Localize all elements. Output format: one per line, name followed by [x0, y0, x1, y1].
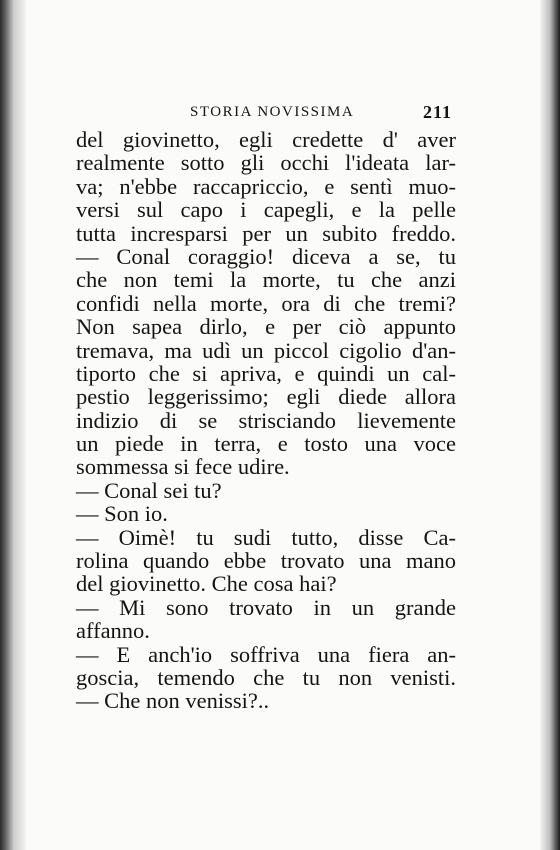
text-line: Non sapea dirlo, e per ciò appunto: [76, 314, 456, 340]
text-line: goscia, temendo che tu non venisti.: [76, 664, 456, 690]
running-title: STORIA NOVISSIMA: [190, 104, 355, 120]
text-line: pestio leggerissimo; egli diede allora: [76, 384, 456, 410]
text-line: del giovinetto. Che cosa hai?: [76, 571, 337, 597]
text-line: confidi nella morte, ora di che tremi?: [76, 290, 456, 316]
text-line: che non temi la morte, tu che anzi: [76, 267, 456, 293]
text-line: va; n'ebbe raccapriccio, e sentì muo-: [76, 173, 456, 199]
text-line: affanno.: [76, 618, 150, 644]
text-line: — E anch'io soffriva una fiera an-: [76, 641, 456, 667]
text-line: indizio di se strisciando lievemente: [76, 407, 456, 433]
page-header: [80, 104, 452, 128]
text-line: — Conal coraggio! diceva a se, tu: [76, 243, 456, 269]
text-line: un piede in terra, e tosto una voce: [76, 431, 456, 457]
text-line: del giovinetto, egli credette d' aver: [76, 127, 456, 152]
text-line: — Conal sei tu?: [76, 477, 222, 503]
text-line: — Son io.: [76, 501, 168, 527]
text-line: tiporto che si apriva, e quindi un cal-: [76, 360, 456, 386]
text-line: — Che non venissi?..: [76, 688, 270, 714]
text-line: tremava, ma udì un piccol cigolio d'an-: [76, 337, 456, 363]
text-line: versi sul capo i capegli, e la pelle: [76, 197, 456, 223]
text-line: — Mi sono trovato in un grande: [76, 594, 456, 620]
page-number: 211: [422, 102, 452, 122]
text-line: realmente sotto gli occhi l'ideata lar-: [76, 150, 456, 176]
text-line: — Oimè! tu sudi tutto, disse Ca-: [76, 524, 456, 550]
page-gutter-left: [0, 0, 26, 850]
body-text: [76, 128, 456, 713]
text-line: sommessa si fece udire.: [76, 454, 290, 480]
text-line: rolina quando ebbe trovato una mano: [76, 548, 456, 574]
text-line: tutta incresparsi per un subito freddo.: [76, 220, 456, 246]
page-edge-right: [540, 0, 560, 850]
